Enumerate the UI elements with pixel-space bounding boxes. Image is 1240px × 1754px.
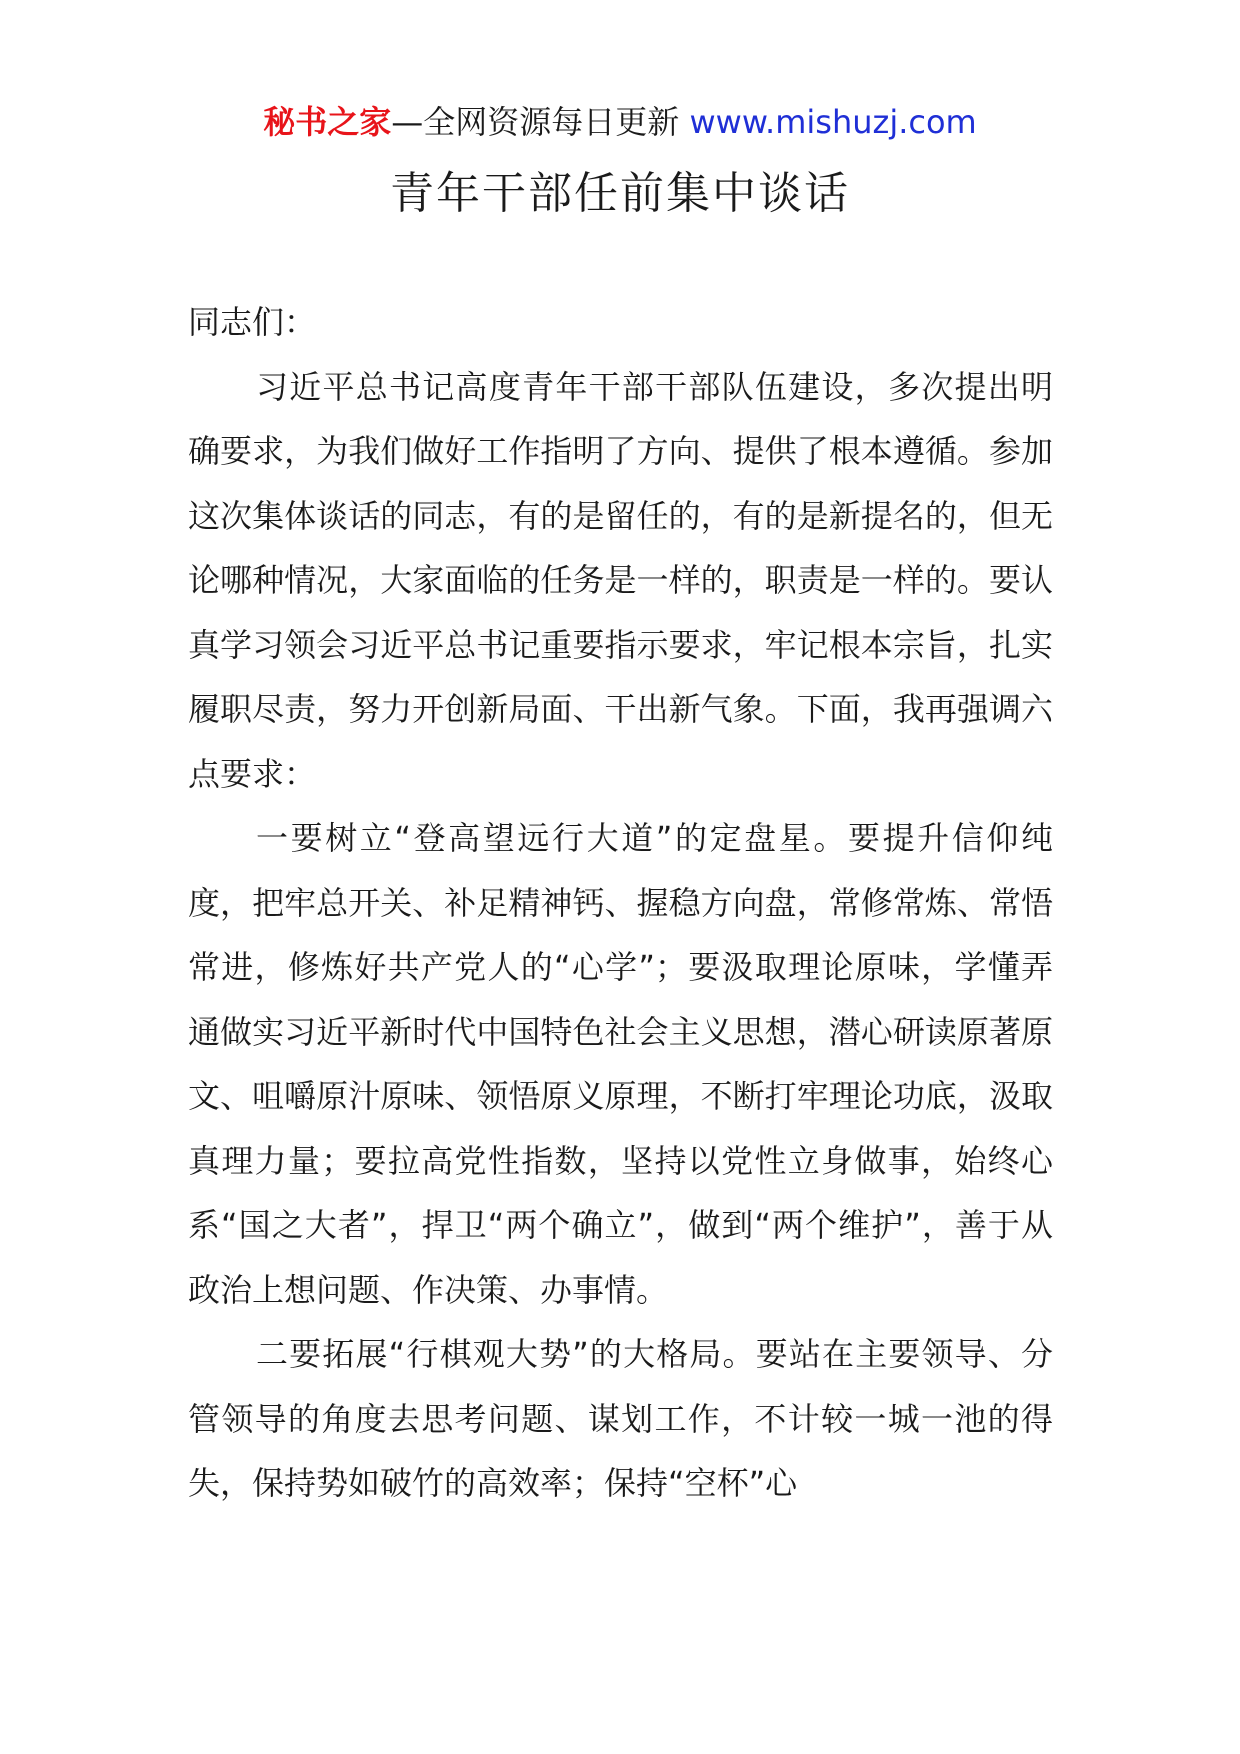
paragraph-point-two: 二要拓展“行棋观大势”的大格局。要站在主要领导、分管领导的角度去思考问题、谋划工作，不计较一城一池的得失，保持势如破竹的高效率；保持“空杯”心 <box>188 1335 1053 1502</box>
site-url-link[interactable]: www.mishuzj.com <box>689 103 977 141</box>
site-brand: 秘书之家 <box>263 103 392 141</box>
salutation: 同志们： <box>188 303 317 341</box>
document-title: 青年干部任前集中谈话 <box>390 168 850 219</box>
document-body <box>188 290 1053 1516</box>
site-header <box>0 100 1240 144</box>
paragraph-point-one: 一要树立“登高望远行大道”的定盘星。要提升信仰纯度，把牢总开关、补足精神钙、握稳方向盘，常修常炼、常悟常进，修炼好共产党人的“心学”；要汲取理论原味，学懂弄通做实习近平新时代中国特色社会主义思想，潜心研读原著原文、咀嚼原汁原味、领悟原义原理，不断打牢理论功底，汲取真理力量；要拉高党性指数，坚持以党性立身做事，始终心系“国之大者”，捍卫“两个确立”，做到“两个维护”，善于从政治上想问题、作决策、办事情。 <box>188 819 1053 1309</box>
paragraph-intro: 习近平总书记高度青年干部干部队伍建设，多次提出明确要求，为我们做好工作指明了方向、提供了根本遵循。参加这次集体谈话的同志，有的是留任的，有的是新提名的，但无论哪种情况，大家面临的任务是一样的，职责是一样的。要认真学习领会习近平总书记重要指示要求，牢记根本宗旨，扎实履职尽责，努力开创新局面、干出新气象。下面，我再强调六点要求： <box>188 367 1053 793</box>
site-tagline: —全网资源每日更新 <box>391 103 690 141</box>
